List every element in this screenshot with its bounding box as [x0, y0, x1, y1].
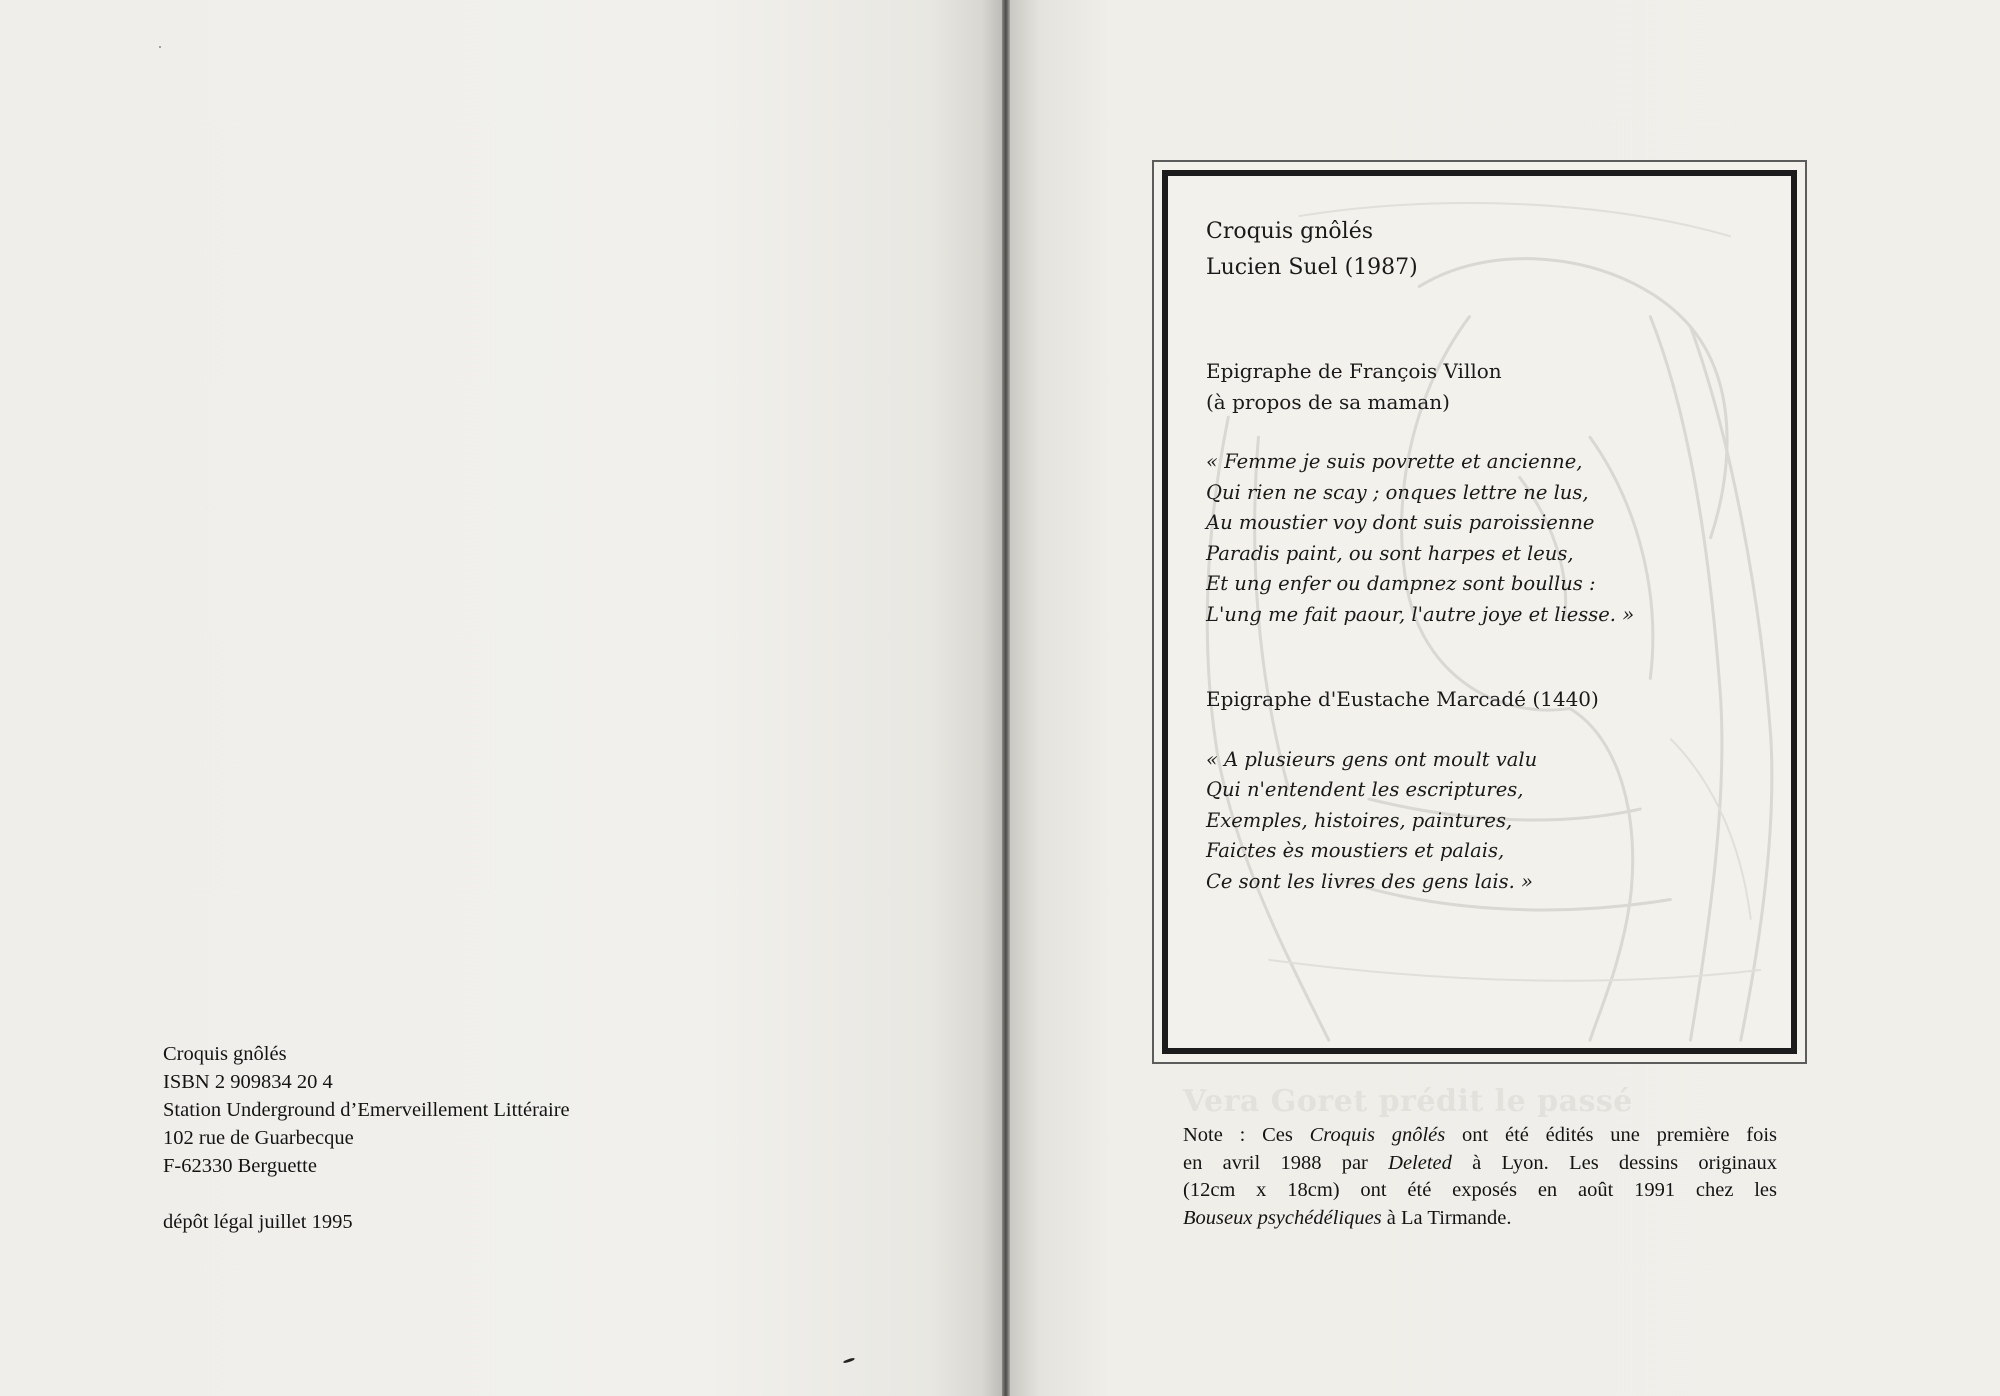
villon-verse-line: Au moustier voy dont suis paroissienne [1206, 511, 1595, 534]
book-gutter [1002, 0, 1010, 1396]
imprint-title: Croquis gnôlés [163, 1043, 287, 1065]
ink-speck [159, 46, 161, 48]
epigraph-frame-border [1162, 170, 1797, 1054]
ink-speck [843, 1357, 855, 1364]
marcade-verse-line: « A plusieurs gens ont moult valu [1206, 747, 1538, 771]
legal-deposit: dépôt légal juillet 1995 [163, 1211, 353, 1233]
note-line: en avril 1988 par Deleted à Lyon. Les dessins originaux [1183, 1151, 1777, 1174]
imprint-block [163, 1040, 570, 1236]
marcade-verse-line: Ce sont les livres des gens lais. » [1206, 869, 1533, 893]
edition-note [1183, 1122, 1777, 1232]
note-line: Bouseux psychédéliques à La Tirmande. [1183, 1206, 1512, 1229]
villon-verse-line: Et ung enfer ou dampnez sont boullus : [1206, 572, 1596, 595]
epigraph-frame [1152, 160, 1807, 1064]
marcade-verse-line: Qui n'entendent les escriptures, [1206, 778, 1524, 801]
epigraph-villon-subheading: (à propos de sa maman) [1206, 389, 1450, 414]
villon-verse-line: L'ung me fait paour, l'autre joye et liesse. » [1206, 602, 1635, 626]
epigraph-villon-heading: Epigraphe de François Villon [1206, 359, 1502, 383]
villon-verse-line: Paradis paint, ou sont harpes et leus, [1206, 541, 1574, 565]
villon-verse-line: « Femme je suis povrette et ancienne, [1206, 450, 1583, 473]
imprint-isbn: ISBN 2 909834 20 4 [163, 1071, 333, 1093]
marcade-verse-line: Exemples, histoires, paintures, [1206, 808, 1513, 832]
epigraph-marcade-heading: Epigraphe d'Eustache Marcadé (1440) [1206, 687, 1599, 711]
show-through-text: Vera Goret prédit le passé [1183, 1084, 1633, 1119]
note-venue-italic: Bouseux psychédéliques [1183, 1206, 1382, 1229]
note-title-italic: Croquis gnôlés [1309, 1124, 1446, 1146]
book-title: Croquis gnôlés [1206, 219, 1374, 244]
imprint-street: 102 rue de Guarbecque [163, 1127, 354, 1149]
epigraph-text [1206, 214, 1771, 897]
book-author-year: Lucien Suel (1987) [1206, 255, 1418, 280]
note-publisher-italic: Deleted [1388, 1151, 1452, 1174]
marcade-verse-line: Faictes ès moustiers et palais, [1206, 839, 1505, 862]
villon-verse-line: Qui rien ne scay ; onques lettre ne lus, [1206, 480, 1589, 504]
imprint-publisher: Station Underground d’Emerveillement Littéraire [163, 1099, 570, 1121]
note-line: Note : Ces Croquis gnôlés ont été édités une première fois [1183, 1124, 1777, 1146]
imprint-city: F-62330 Berguette [163, 1155, 317, 1177]
note-line: (12cm x 18cm) ont été exposés en août 1991 chez les [1183, 1179, 1777, 1201]
